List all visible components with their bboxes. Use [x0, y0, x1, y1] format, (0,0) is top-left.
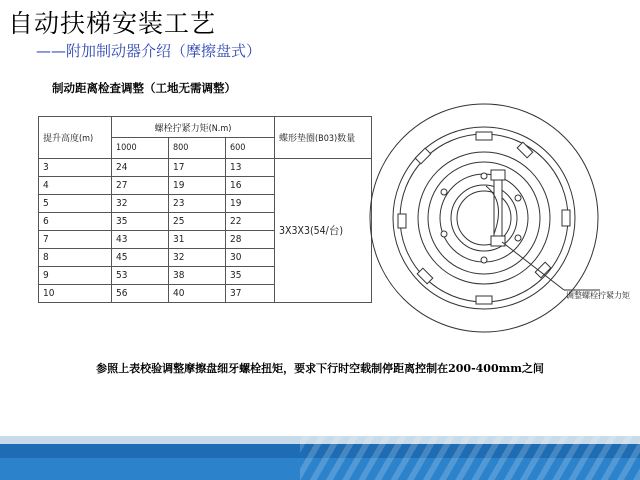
cell-t1000: 45 — [112, 249, 169, 267]
cell-t800: 38 — [169, 267, 226, 285]
pad-slots — [398, 132, 570, 304]
instruction-note: 参照上表校验调整摩擦盘细牙螺栓扭矩，要求下行时空载制停距离控制在200-400mm之间 — [96, 362, 544, 375]
cell-t800: 40 — [169, 285, 226, 303]
torque-table — [38, 116, 372, 303]
cell-t600: 13 — [226, 159, 275, 177]
header-washer: 蝶形垫圈(B03)数量 — [275, 117, 372, 159]
cell-t600: 37 — [226, 285, 275, 303]
section-title: 制动距离检查调整（工地无需调整） — [52, 81, 236, 95]
cell-t600: 28 — [226, 231, 275, 249]
cell-height: 6 — [39, 213, 112, 231]
cell-t1000: 32 — [112, 195, 169, 213]
cell-t800: 31 — [169, 231, 226, 249]
cell-t600: 16 — [226, 177, 275, 195]
cell-t1000: 56 — [112, 285, 169, 303]
cell-washer: 3X3X3(54/台) — [275, 159, 372, 303]
cell-t600: 30 — [226, 249, 275, 267]
page-title: 自动扶梯安装工艺 — [8, 9, 217, 38]
cell-t800: 19 — [169, 177, 226, 195]
cell-height: 9 — [39, 267, 112, 285]
page-subtitle: ——附加制动器介绍（摩擦盘式） — [36, 42, 262, 60]
cell-height: 5 — [39, 195, 112, 213]
cell-t1000: 43 — [112, 231, 169, 249]
header-torque-800: 800 — [169, 138, 226, 159]
adjust-bolt-callout: 调整螺栓拧紧力矩 — [566, 291, 630, 300]
cell-height: 10 — [39, 285, 112, 303]
header-torque-1000: 1000 — [112, 138, 169, 159]
table-row — [39, 159, 372, 177]
footer-band — [0, 436, 640, 480]
cell-t1000: 27 — [112, 177, 169, 195]
cell-t600: 19 — [226, 195, 275, 213]
cell-t600: 22 — [226, 213, 275, 231]
cell-t800: 32 — [169, 249, 226, 267]
cell-height: 3 — [39, 159, 112, 177]
cell-height: 8 — [39, 249, 112, 267]
cell-t1000: 53 — [112, 267, 169, 285]
cell-height: 7 — [39, 231, 112, 249]
cell-t800: 17 — [169, 159, 226, 177]
cell-t600: 35 — [226, 267, 275, 285]
cell-t1000: 35 — [112, 213, 169, 231]
header-torque: 螺栓拧紧力矩(N.m) — [112, 117, 275, 138]
cell-t1000: 24 — [112, 159, 169, 177]
cell-height: 4 — [39, 177, 112, 195]
header-lift-height: 提升高度(m) — [39, 117, 112, 159]
cell-t800: 25 — [169, 213, 226, 231]
cell-t800: 23 — [169, 195, 226, 213]
header-torque-600: 600 — [226, 138, 275, 159]
